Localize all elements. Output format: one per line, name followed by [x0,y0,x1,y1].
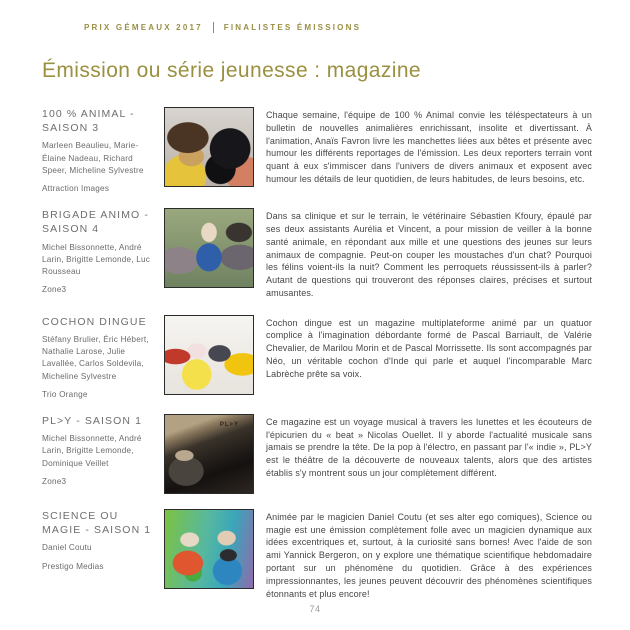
production-company: Attraction Images [42,184,110,194]
entry-meta [42,107,164,193]
show-title: PL>Y - SAISON 1 [42,414,143,427]
nominee-entry-ply [42,414,592,494]
show-photo-science-ou-magie [164,509,254,589]
show-photo-100-animal [164,107,254,187]
show-description: Cochon dingue est un magazine multiplateforme animé par un quatuor complice à l'imagination débordante formé de Pascal Barriault, de Valérie Chevalier, de Marilou Morin et de Pascal Morrissette. Ils sont accompagnés par Néo, un véritable cochon d'Inde qui parle et auquel l'incomparable Marc Labrèche prête sa voix. [266,317,592,379]
header-event-label: PRIX GÉMEAUX 2017 [84,23,203,32]
header-divider [213,22,214,33]
show-description: Chaque semaine, l'équipe de 100 % Animal convie les téléspectateurs à un bulletin de nouvelles animalières enrichissant, insolite et divertissant. À l'animation, Anaïs Favron livre les manchettes liées aux bêtes et présente avec humour les différents reportages de l'émission. Les deux reporters terrain vont quant à eux s'immiscer dans l'univers de divers animaux et exposent avec humour les détails de leur quotidien, de leurs habitudes, de leurs besoins, etc. [266,110,592,184]
entry-meta [42,315,164,399]
show-title: SCIENCE OU MAGIE - SAISON 1 [42,509,152,537]
nominee-list [42,107,592,600]
production-company: Prestigo Medias [42,561,104,571]
entry-meta [42,414,164,494]
nominee-entry-100-animal [42,107,592,193]
page-header [84,22,592,33]
show-credits: Stéfany Brulier, Éric Hébert, Nathalie Larose, Julie Lavallée, Carlos Soldevila, Micheline Sylvestre [42,334,149,381]
show-photo-cochon-dingue [164,315,254,395]
show-credits: Daniel Coutu [42,543,92,553]
show-photo-brigade-animo [164,208,254,288]
category-title: Émission ou série jeunesse : magazine [42,59,421,82]
production-company: Zone3 [42,285,67,295]
entry-meta [42,509,164,600]
show-title: BRIGADE ANIMO - SAISON 4 [42,209,149,236]
show-credits: Michel Bissonnette, André Larin, Brigitte Lemonde, Luc Rousseau [42,242,151,277]
production-company: Trio Orange [42,389,88,399]
show-description: Ce magazine est un voyage musical à travers les lunettes et les écouteurs de l'épicurien du « beat » Nicolas Ouellet. Il y aborde l'actualité musicale sans jamais se prendre la tête. De la pop à l'électro, en passant par l'« indie », PL>Y est le théâtre de la découverte de nouveaux talents, alors que des artistes établis s'y montrent sous un jour complètement différent. [266,416,592,479]
show-credits: Marleen Beaulieu, Marie-Élaine Nadeau, Richard Speer, Micheline Sylvestre [42,141,144,175]
nominee-entry-science-ou-magie [42,509,592,600]
header-section-label: FINALISTES ÉMISSIONS [223,23,362,32]
nominee-entry-cochon-dingue [42,315,592,399]
show-description: Dans sa clinique et sur le terrain, le vétérinaire Sébastien Kfoury, épaulé par ses deux assistants Aurélia et Vincent, a pour mission de veiller à la bonne santé animale, en répondant aux mille et une questions des jeunes sur leurs animaux de compagnie. Peut-on couper les moustaches d'un chat? Pourquoi les félins voient-ils la nuit? Comment les perroquets réussissent-ils à parler? Autant de questions qui trouveront des réponses claires, précises et surtout amusantes. [266,211,592,298]
nominee-entry-brigade-animo [42,208,592,299]
production-company: Zone3 [42,477,67,487]
show-title: 100 % ANIMAL - SAISON 3 [42,108,135,135]
entry-meta [42,208,164,299]
show-description: Animée par le magicien Daniel Coutu (et ses alter ego comiques), Science ou magie est une émission complètement folle avec un magicien dynamique aux idées excentriques et, surtout, à la curiosité sans bornes! Avec l'aide de son ami Yannick Bergeron, on y explore une thématique scientifique hebdomadaire portant sur un phénomène du quotidien. Grâce à des expériences impressionnantes, les jeunes peuvent découvrir des phénomènes scientifiques étonnants et plus encore! [266,511,592,599]
show-credits: Michel Bissonnette, André Larin, Brigitte Lemonde, Dominique Veillet [42,434,142,468]
show-title: COCHON DINGUE [42,315,147,328]
show-photo-ply [164,414,254,494]
ply-sign-text: PL>Y [219,421,239,428]
page-number: 74 [309,604,321,614]
